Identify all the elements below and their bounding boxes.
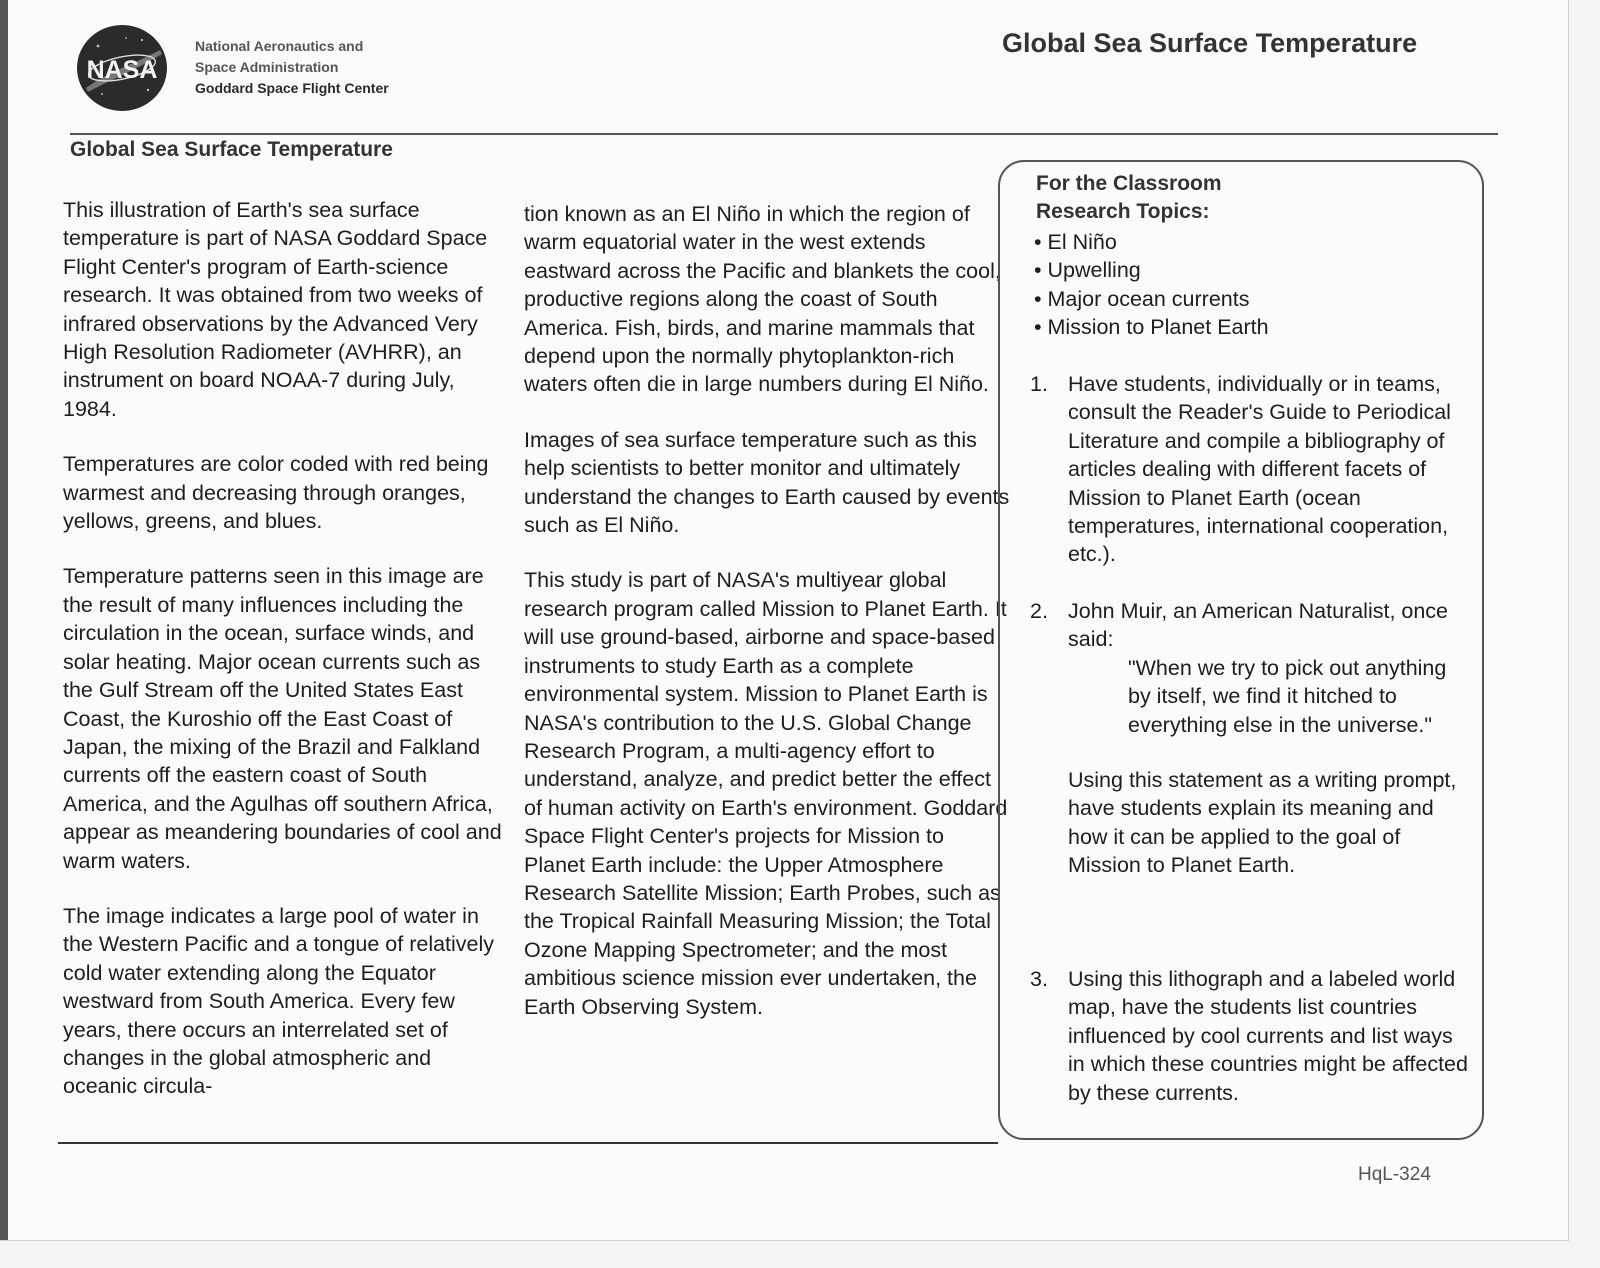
organization-name	[195, 36, 389, 99]
org-line: National Aeronautics and	[195, 38, 364, 54]
activity-number: 1.	[1030, 372, 1048, 396]
list-item: • Upwelling	[1034, 256, 1269, 284]
john-muir-quote: "When we try to pick out anything by itself, we find it hitched to everything else in the universe."	[1128, 655, 1447, 737]
body-paragraph: Images of sea surface temperature such as this help scientists to better monitor and ultimately understand the changes to Earth caused by events such as El Niño.	[524, 427, 1010, 538]
footer-divider	[58, 1142, 998, 1144]
body-paragraph: This study is part of NASA's multiyear global research program called Mission to Planet Earth. It will use ground-based, airborne and space-based instruments to study Earth as a complete environmental system. Mission to Planet Earth is NASA's contribution to the U.S. Global Change Research Program, a multi-agency effort to understand, analyze, and predict better the effect of human activity on Earth's environment. Goddard Space Flight Center's projects for Mission to Planet Earth include: the Upper Atmosphere Research Satellite Mission; Earth Probes, such as the Tropical Rainfall Measuring Mission; the Total Ozone Mapping Spectrometer; and the most ambitious science mission ever undertaken, the Earth Observing System.	[524, 568, 1008, 1019]
list-item: • El Niño	[1034, 228, 1269, 256]
page-code: HqL-324	[1358, 1164, 1431, 1185]
text-column-2	[524, 200, 1010, 1048]
activity-number: 3.	[1030, 967, 1048, 991]
header-title: Global Sea Surface Temperature	[1002, 28, 1418, 58]
section-title: Global Sea Surface Temperature	[70, 138, 393, 161]
activity-1	[1030, 370, 1470, 569]
body-paragraph: tion known as an El Niño in which the region of warm equatorial water in the west extends eastward across the Pacific and blankets the cool, productive regions along the coast of South America. Fish, birds, and marine mammals that depend upon the normally phytoplankton-rich waters often die in large numbers during El Niño.	[524, 202, 1001, 397]
body-paragraph: The image indicates a large pool of water in the Western Pacific and a tongue of relatively cold water extending along the Equator westward from South America. Every few years, there occurs an interrelated set of changes in the global atmospheric and oceanic circula-	[63, 903, 495, 1099]
nasa-logo-icon	[76, 24, 168, 112]
list-item: • Major ocean currents	[1034, 285, 1269, 313]
activity-followup: Using this statement as a writing prompt, have students explain its meaning and how it can be applied to the goal of Mission to Planet Earth.	[1068, 768, 1457, 878]
list-item: • Mission to Planet Earth	[1034, 313, 1269, 341]
body-paragraph: This illustration of Earth's sea surface temperature is part of NASA Goddard Space Flight Center's program of Earth-science research. It was obtained from two weeks of infrared observations by the Advanced Very High Resolution Radiometer (AVHRR), an instrument on board NOAA-7 during July, 1984.	[63, 198, 488, 421]
research-topics-list	[1034, 228, 1269, 342]
activity-2	[1030, 597, 1470, 880]
org-line: Goddard Space Flight Center	[195, 80, 389, 96]
classroom-heading	[1036, 170, 1222, 226]
activity-text: Using this lithograph and a labeled world map, have the students list countries influenced by cool currents and list ways in which these countries might be affected by these currents.	[1068, 967, 1468, 1105]
svg-text:NASA: NASA	[86, 56, 158, 84]
text-column-1	[63, 196, 503, 1128]
body-paragraph: Temperature patterns seen in this image are the result of many influences including the circulation in the ocean, surface winds, and solar heating. Major ocean currents such as the Gulf Stream off the United States East Coast, the Kuroshio off the East Coast of Japan, the mixing of the Brazil and Falkland currents off the eastern coast of South America, and the Agulhas off southern Africa, appear as meandering boundaries of cool and warm waters.	[63, 564, 502, 873]
research-topics-label: Research Topics:	[1036, 200, 1210, 223]
activity-text: Have students, individually or in teams, consult the Reader's Guide to Periodical Literature and compile a bibliography of articles dealing with different facets of Mission to Planet Earth (ocean temperatures, international cooperation, etc.).	[1068, 372, 1451, 567]
org-line: Space Administration	[195, 59, 339, 75]
classroom-title: For the Classroom	[1036, 172, 1222, 195]
activity-3	[1030, 965, 1470, 1107]
body-paragraph: Temperatures are color coded with red being warmest and decreasing through oranges, yellows, greens, and blues.	[63, 452, 489, 534]
header-divider	[70, 133, 1498, 135]
activity-text: John Muir, an American Naturalist, once said:	[1068, 599, 1449, 652]
activity-number: 2.	[1030, 599, 1048, 623]
scan-edge	[0, 0, 8, 1240]
